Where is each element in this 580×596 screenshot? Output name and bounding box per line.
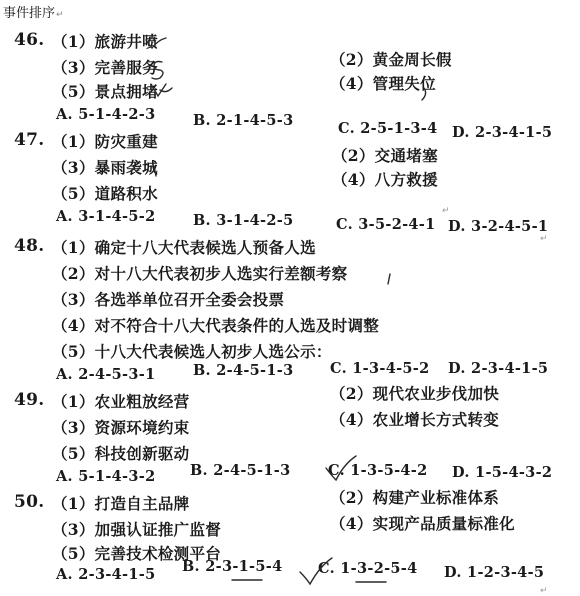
q47-option-a: A. 3-1-4-5-2 [56,208,156,225]
q49-option-d: D. 1-5-4-3-2 [452,464,553,481]
q46-item-3: （3）完善服务 [52,58,158,77]
q49-item-3: （3）资源环境约束 [52,418,190,437]
q46-item-4: （4）管理失位 [330,74,436,93]
q48-tick-icon [388,274,390,284]
q49-item-5: （5）科技创新驱动 [52,444,190,463]
q50-item-2: （2）构建产业标准体系 [330,488,500,507]
q47-item-3: （3）暴雨袭城 [52,158,158,177]
q49-number: 49. [14,390,45,410]
q47-item-1: （1）防灾重建 [52,132,158,151]
q49-item-4: （4）农业增长方式转变 [330,410,500,429]
q47-option-c: C. 3-5-2-4-1 [336,216,436,233]
q48-option-b: B. 2-4-5-1-3 [193,362,294,379]
q46-option-b: B. 2-1-4-5-3 [193,112,294,129]
q48-item-2: （2）对十八大代表初步人选实行差额考察 [52,264,348,283]
q50-item-4: （4）实现产品质量标准化 [330,514,515,533]
return-mark-icon: ↵ [540,234,548,244]
q46-item-5: （5）景点拥堵 [52,82,158,101]
q50-item-1: （1）打造自主品牌 [52,494,190,513]
q50-item-5: （5）完善技术检测平台 [52,544,222,563]
q48-number: 48. [14,236,45,256]
q47-option-d: D. 3-2-4-5-1 [448,218,549,235]
q46-number: 46. [14,30,45,50]
return-mark-icon: ↵ [540,586,548,596]
q48-option-c: C. 1-3-4-5-2 [330,360,430,377]
q49-item-2: （2）现代农业步伐加快 [330,384,500,403]
q48-item-5: （5）十八大代表候选人初步人选公示： [52,342,332,361]
q49-option-b: B. 2-4-5-1-3 [190,462,291,479]
q48-option-a: A. 2-4-5-3-1 [56,366,156,383]
q48-item-1: （1）确定十八大代表候选人预备人选 [52,238,316,257]
q48-item-4: （4）对不符合十八大代表条件的人选及时调整 [52,316,380,335]
q46-option-d: D. 2-3-4-1-5 [452,124,553,141]
paragraph-mark-icon: ↵ [56,10,64,20]
q50-option-c: C. 1-3-2-5-4 [318,560,418,577]
q48-item-3: （3）各选举单位召开全委会投票 [52,290,285,309]
q49-option-a: A. 5-1-4-3-2 [56,468,156,485]
q50-number: 50. [14,492,45,512]
q50-option-a: A. 2-3-4-1-5 [56,566,156,583]
q47-item-5: （5）道路积水 [52,184,158,203]
q47-item-4: （4）八方救援 [332,170,438,189]
q50-item-3: （3）加强认证推广监督 [52,520,222,539]
q50-option-b: B. 2-3-1-5-4 [182,558,283,575]
q46-item-1: （1）旅游井喷 [52,32,158,51]
q49-option-c: C. 1-3-5-4-2 [328,462,428,479]
q47-item-2: （2）交通堵塞 [332,146,438,165]
q46-option-a: A. 5-1-4-2-3 [56,106,156,123]
q50-option-d: D. 1-2-3-4-5 [444,564,545,581]
q47-option-b: B. 3-1-4-2-5 [193,212,294,229]
q46-item-2: （2）黄金周长假 [330,50,452,69]
q47-number: 47. [14,130,45,150]
q46-option-c: C. 2-5-1-3-4 [338,120,438,137]
return-mark-icon: ↵ [442,206,450,216]
q48-option-d: D. 2-3-4-1-5 [448,360,549,377]
scanned-question-sheet [0,20,580,596]
title-text: 事件排序 [3,6,56,21]
page-title [3,2,64,21]
q49-item-1: （1）农业粗放经营 [52,392,190,411]
